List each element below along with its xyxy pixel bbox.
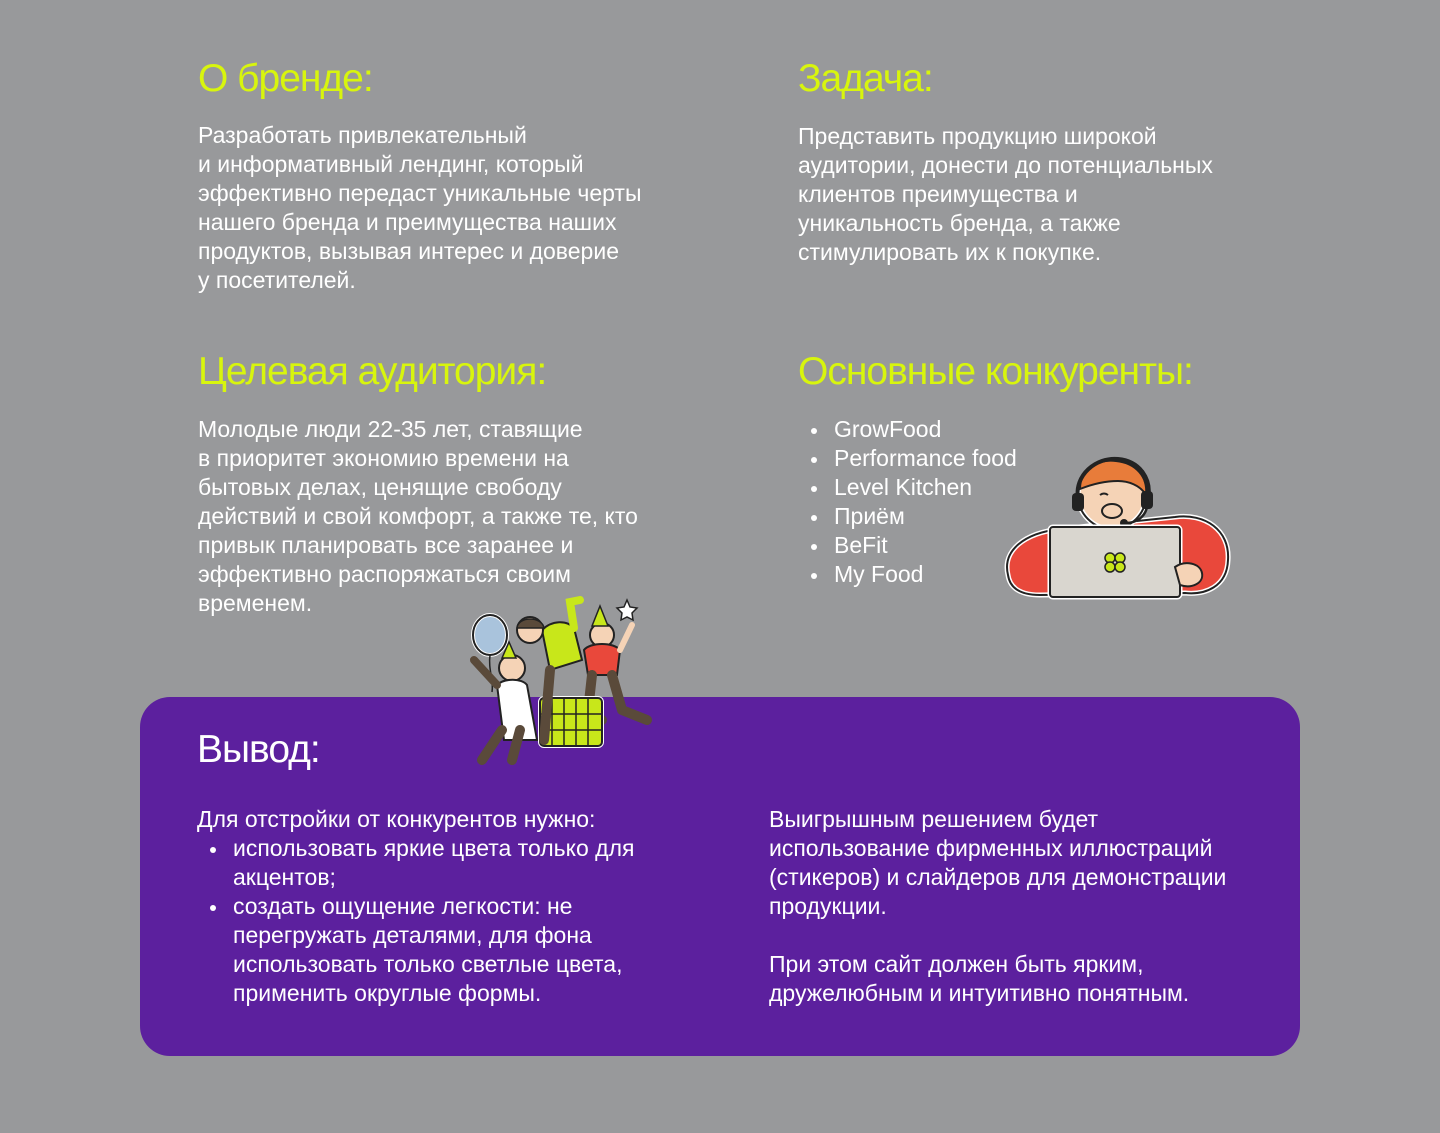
- about-line: эффективно передаст уникальные черты: [198, 180, 642, 206]
- competitors-list: [798, 415, 1017, 589]
- audience-line: бытовых делах, ценящие свободу: [198, 474, 562, 500]
- laptop-person-sticker: [1000, 455, 1235, 605]
- bullet-line: создать ощущение легкости: не: [233, 893, 573, 919]
- bullet-line: перегружать деталями, для фона: [233, 922, 592, 948]
- competitors-title: Основные конкуренты:: [798, 350, 1193, 393]
- party-sticker: [452, 590, 662, 765]
- audience-line: действий и свой комфорт, а также те, кто: [198, 503, 638, 529]
- audience-title: Целевая аудитория:: [198, 350, 547, 393]
- list-item: [197, 892, 634, 1008]
- task-text: [798, 122, 1213, 267]
- audience-line: временем.: [198, 590, 313, 616]
- about-line: нашего бренда и преимущества наших: [198, 209, 617, 235]
- task-line: уникальность бренда, а также: [798, 210, 1121, 236]
- list-item: My Food: [798, 560, 1017, 589]
- bullet-line: применить округлые формы.: [233, 980, 542, 1006]
- conclusion-line: Выигрышным решением будет: [769, 806, 1099, 832]
- about-line: у посетителей.: [198, 267, 356, 293]
- about-line: продуктов, вызывая интерес и доверие: [198, 238, 619, 264]
- conclusion-intro: Для отстройки от конкурентов нужно:: [197, 806, 596, 832]
- conclusion-line: продукции.: [769, 893, 887, 919]
- task-line: стимулировать их к покупке.: [798, 239, 1102, 265]
- audience-text: [198, 415, 638, 618]
- list-item: Level Kitchen: [798, 473, 1017, 502]
- audience-line: эффективно распоряжаться своим: [198, 561, 571, 587]
- list-item: Performance food: [798, 444, 1017, 473]
- audience-line: привык планировать все заранее и: [198, 532, 574, 558]
- audience-line: в приоритет экономию времени на: [198, 445, 569, 471]
- about-line: и информативный лендинг, который: [198, 151, 584, 177]
- conclusion-line: дружелюбным и интуитивно понятным.: [769, 980, 1190, 1006]
- conclusion-line: (стикеров) и слайдеров для демонстрации: [769, 864, 1227, 890]
- list-item: Приём: [798, 502, 1017, 531]
- conclusion-left: [197, 805, 634, 1008]
- list-item: [197, 834, 634, 892]
- audience-line: Молодые люди 22-35 лет, ставящие: [198, 416, 583, 442]
- about-line: Разработать привлекательный: [198, 122, 527, 148]
- about-brand-text: [198, 121, 642, 295]
- task-line: Представить продукцию широкой: [798, 123, 1157, 149]
- task-line: клиентов преимущества и: [798, 181, 1078, 207]
- conclusion-right: [769, 805, 1226, 1008]
- list-item: GrowFood: [798, 415, 1017, 444]
- conclusion-title: Вывод:: [197, 728, 320, 771]
- bullet-line: использовать только светлые цвета,: [233, 951, 623, 977]
- task-line: аудитории, донести до потенциальных: [798, 152, 1213, 178]
- bullet-line: использовать яркие цвета только для: [233, 835, 635, 861]
- about-brand-title: О бренде:: [198, 57, 373, 100]
- conclusion-line: При этом сайт должен быть ярким,: [769, 951, 1144, 977]
- list-item: BeFit: [798, 531, 1017, 560]
- bullet-line: акцентов;: [233, 864, 336, 890]
- task-title: Задача:: [798, 57, 933, 100]
- conclusion-line: использование фирменных иллюстраций: [769, 835, 1213, 861]
